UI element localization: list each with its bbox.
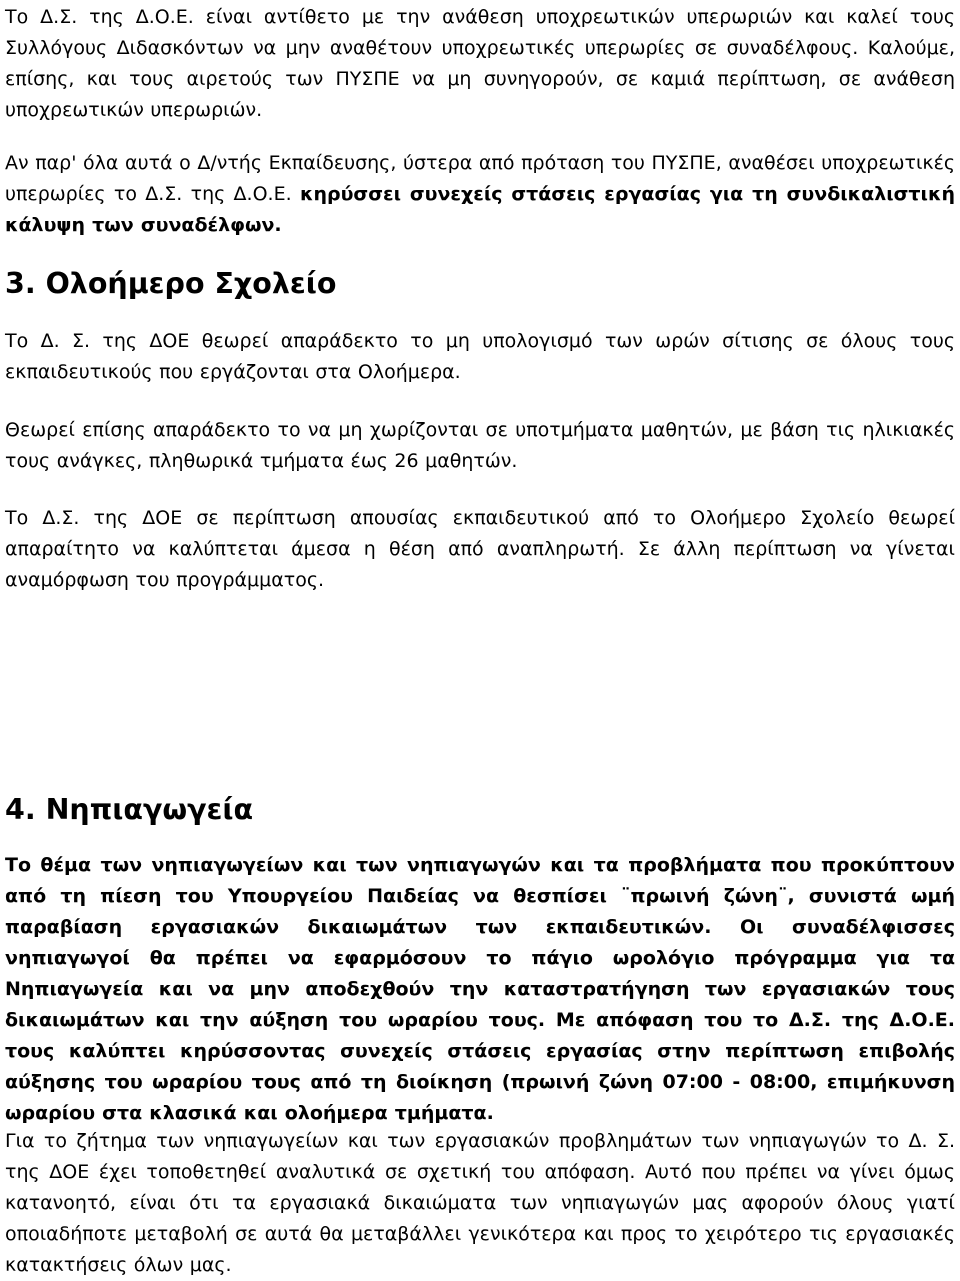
paragraph-kindergarten-issues: Το θέμα των νηπιαγωγείων και των νηπιαγωγών και τα προβλήματα που προκύπτουν από τη πίεση του Υπουργείου Παιδείας να θεσπίσει ¨πρωινή ζώνη¨, συνιστά ωμή παραβίαση εργασιακών δικαιωμάτων των εκπαιδευτικών. Οι συναδέλφισσες νηπιαγωγοί θα πρέπει να εφαρμόσουν το πάγιο ωρολόγιο πρόγραμμα για τα Νηπιαγωγεία και να μην αποδεχθούν την καταστρατήγηση των εργασιακών τους δικαιωμάτων και την αύξηση του ωραρίου τους. Με απόφαση του το Δ.Σ. της Δ.Ο.Ε. τους καλύπτει κηρύσσοντας συνεχείς στάσεις εργασίας στην περίπτωση επιβολής αύξησης του ωραρίου τους από τη διοίκηση (πρωινή ζώνη 07:00 - 08:00, επιμήκυνση ωραρίου στα κλασικά και ολοήμερα τμήματα. — [5, 854, 955, 1124]
section-heading-kindergartens: 4. Νηπιαγωγεία — [5, 793, 254, 826]
paragraph-director-overtime — [5, 148, 955, 241]
paragraph-student-subgroups: Θεωρεί επίσης απαράδεκτο το να μη χωρίζονται σε υποτμήματα μαθητών, με βάση τις ηλικιακές τους ανάγκες, πληθωρικά τμήματα έως 26 μαθητών. — [5, 419, 955, 472]
paragraph-overtime-continuation: Το Δ.Σ. της Δ.Ο.Ε. είναι αντίθετο με την ανάθεση υποχρεωτικών υπερωριών και καλεί τους Συλλόγους Διδασκόντων να μην αναθέτουν υποχρεωτικές υπερωρίες σε συναδέλφους. Καλούμε, επίσης, και τους αιρετούς των ΠΥΣΠΕ να μη συνηγορούν, σε καμιά περίπτωση, σε ανάθεση υποχρεωτικών υπερωριών. — [5, 6, 955, 121]
director-plain-text: Αν παρ' όλα αυτά ο Δ/ντής Εκπαίδευσης, ύστερα από πρόταση του ΠΥΣΠΕ, αναθέσει υποχρεωτικές υπερωρίες το Δ.Σ. της Δ.Ο.Ε. — [5, 152, 955, 205]
paragraph-meal-hours: Το Δ. Σ. της ΔΟΕ θεωρεί απαράδεκτο το μη υπολογισμό των ωρών σίτισης σε όλους τους εκπαιδευτικούς που εργάζονται στα Ολοήμερα. — [5, 330, 955, 383]
paragraph-kindergarten-decision: Για το ζήτημα των νηπιαγωγείων και των εργασιακών προβλημάτων των νηπιαγωγών το Δ. Σ. της ΔΟΕ έχει τοποθετηθεί αναλυτικά σε σχετική του απόφαση. Αυτό που πρέπει να γίνει όμως κατανοητό, είναι ότι τα εργασιακά δικαιώματα των νηπιαγωγών μας αφορούν όλους γιατί οποιαδήποτε μεταβολή σε αυτά θα μεταβάλλει γενικότερα και προς το χειρότερο τις εργασιακές κατακτήσεις όλων μας. — [5, 1130, 955, 1276]
section-heading-all-day-school: 3. Ολοήμερο Σχολείο — [5, 267, 337, 300]
director-bold-text: κηρύσσει συνεχείς στάσεις εργασίας για τη συνδικαλιστική κάλυψη των συναδέλφων. — [5, 183, 955, 236]
paragraph-teacher-absence: Το Δ.Σ. της ΔΟΕ σε περίπτωση απουσίας εκπαιδευτικού από το Ολοήμερο Σχολείο θεωρεί απαραίτητο να καλύπτεται άμεσα η θέση από αναπληρωτή. Σε άλλη περίπτωση να γίνεται αναμόρφωση του προγράμματος. — [5, 507, 955, 591]
